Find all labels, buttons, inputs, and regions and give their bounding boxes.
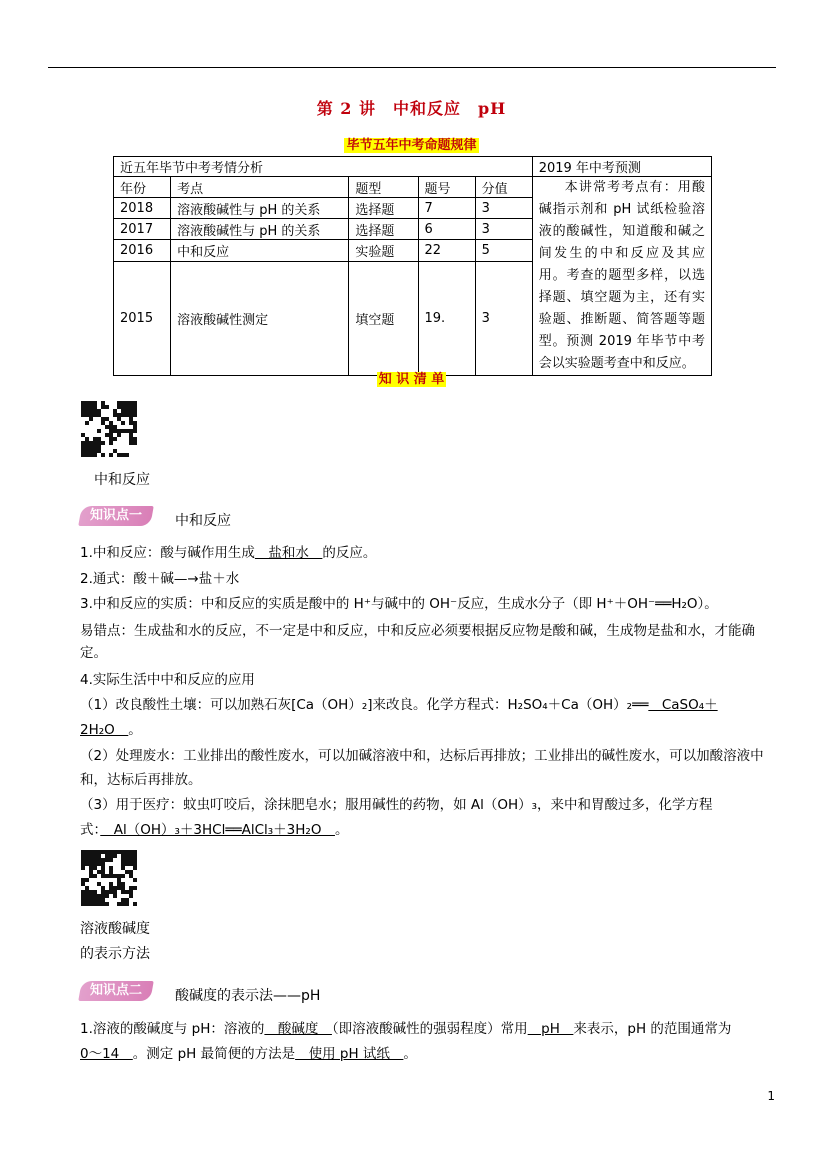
kp1-line-8b bbox=[80, 820, 348, 840]
cell-topic: 溶液酸碱性测定 bbox=[171, 261, 349, 375]
answer-blank: 使用 pH 试纸 bbox=[295, 1046, 404, 1062]
kp2-line-2 bbox=[80, 1044, 417, 1064]
table-header-row bbox=[114, 177, 712, 198]
text: （即溶液酸碱性的强弱程度）常用 bbox=[331, 1021, 528, 1037]
cell-score: 3 bbox=[475, 198, 532, 219]
kp1-line-3: 3.中和反应的实质：中和反应的实质是酸中的 H⁺与碱中的 OH⁻反应，生成水分子（即 H⁺＋OH⁻══H₂O）。 bbox=[80, 596, 718, 612]
kp2-line-1 bbox=[80, 1019, 780, 1039]
qr2-caption-2: 的表示方法 bbox=[80, 946, 150, 962]
answer-blank: CaSO₄＋ bbox=[648, 697, 718, 713]
cell-type: 选择题 bbox=[349, 219, 418, 240]
page-number: 1 bbox=[767, 1089, 775, 1103]
answer-blank: 盐和水 bbox=[254, 545, 323, 561]
answer-blank: Al（OH）₃＋3HCl══AlCl₃＋3H₂O bbox=[100, 822, 335, 838]
cell-type: 填空题 bbox=[349, 261, 418, 375]
kp1-title: 中和反应 bbox=[175, 513, 231, 529]
header-rule bbox=[48, 67, 776, 68]
text: 式： bbox=[80, 822, 101, 838]
text: 1.溶液的酸碱度与 pH：溶液的 bbox=[80, 1021, 265, 1037]
answer-blank: 0～14 bbox=[80, 1046, 133, 1062]
knowledge-heading bbox=[0, 368, 823, 387]
cell-year: 2016 bbox=[114, 240, 171, 261]
knowledge-heading-text: 知 识 清 单 bbox=[378, 372, 445, 387]
prediction-title-cell: 2019 年中考预测 bbox=[532, 157, 711, 177]
section-heading-text: 毕节五年中考命题规律 bbox=[346, 138, 477, 153]
kp2-title: 酸碱度的表示法——pH bbox=[175, 988, 321, 1004]
header-topic: 考点 bbox=[171, 177, 349, 198]
kp1-line-2: 2.通式：酸＋碱—→盐＋水 bbox=[80, 571, 240, 587]
text: 。 bbox=[334, 822, 349, 838]
kp1-badge-label: 知识点一 bbox=[90, 508, 143, 523]
section-heading bbox=[0, 134, 823, 153]
prediction-text: 本讲常考考点有：用酸碱指示剂和 pH 试纸检验溶液的酸碱性，知道酸和碱之间发生的中和反应及其应用。考查的题型多样，以选择题、填空题为主，还有实验题、推断题、简答题等题型。预测 2019 年毕节中考会以实验题考查中和反应。 bbox=[532, 177, 711, 376]
page-title: 第 2 讲 中和反应 pH bbox=[316, 99, 507, 118]
text: （1）改良酸性土壤：可以加熟石灰[Ca（OH）₂]来改良。化学方程式：H₂SO₄＋Ca（OH）₂══ bbox=[80, 697, 649, 713]
text: 。 bbox=[128, 722, 142, 738]
cell-year: 2018 bbox=[114, 198, 171, 219]
kp2-badge-label: 知识点二 bbox=[90, 983, 143, 998]
text: 。 bbox=[403, 1046, 417, 1062]
cell-topic: 溶液酸碱性与 pH 的关系 bbox=[171, 219, 349, 240]
qr2-caption-1: 溶液酸碱度 bbox=[80, 921, 150, 937]
cell-type: 选择题 bbox=[349, 198, 418, 219]
table-row bbox=[114, 157, 712, 177]
header-number: 题号 bbox=[418, 177, 475, 198]
text: 的反应。 bbox=[322, 545, 377, 561]
cell-score: 5 bbox=[475, 240, 532, 261]
kp1-line-8: （3）用于医疗：蚊虫叮咬后，涂抹肥皂水；服用碱性的药物，如 Al（OH）₃，来中和胃酸过多，化学方程 bbox=[80, 797, 713, 813]
cell-number: 22 bbox=[418, 240, 475, 261]
cell-type: 实验题 bbox=[349, 240, 418, 261]
answer-blank: pH bbox=[527, 1021, 574, 1037]
header-type: 题型 bbox=[349, 177, 418, 198]
cell-year: 2017 bbox=[114, 219, 171, 240]
text: 1.中和反应：酸与碱作用生成 bbox=[80, 545, 255, 561]
exam-analysis-table bbox=[113, 156, 712, 376]
answer-blank: 酸碱度 bbox=[264, 1021, 332, 1037]
kp1-line-4: 易错点：生成盐和水的反应，不一定是中和反应，中和反应必须要根据反应物是酸和碱，生成物是盐和水，才能确定。 bbox=[80, 623, 755, 661]
kp1-badge bbox=[78, 506, 154, 526]
qr-code-icon[interactable] bbox=[81, 401, 137, 457]
cell-number: 7 bbox=[418, 198, 475, 219]
cell-topic: 溶液酸碱性与 pH 的关系 bbox=[171, 198, 349, 219]
analysis-title-cell: 近五年毕节中考考情分析 bbox=[114, 157, 533, 177]
qr-code-icon[interactable] bbox=[81, 850, 137, 906]
qr1-caption: 中和反应 bbox=[94, 472, 150, 488]
header-score: 分值 bbox=[475, 177, 532, 198]
text: 。测定 pH 最简便的方法是 bbox=[132, 1046, 296, 1062]
cell-number: 6 bbox=[418, 219, 475, 240]
cell-topic: 中和反应 bbox=[171, 240, 349, 261]
kp1-line-6 bbox=[80, 695, 780, 715]
header-year: 年份 bbox=[114, 177, 171, 198]
text: 来表示，pH 的范围通常为 bbox=[573, 1021, 732, 1037]
cell-year: 2015 bbox=[114, 261, 171, 375]
kp2-badge bbox=[78, 981, 154, 1001]
cell-score: 3 bbox=[475, 219, 532, 240]
kp1-line-6b bbox=[80, 720, 142, 740]
kp1-line-7: （2）处理废水：工业排出的酸性废水，可以加碱溶液中和，达标后再排放；工业排出的碱性废水，可以加酸溶液中和，达标后再排放。 bbox=[80, 748, 764, 788]
kp1-line-5: 4.实际生活中中和反应的应用 bbox=[80, 672, 255, 688]
cell-score: 3 bbox=[475, 261, 532, 375]
answer-blank: 2H₂O bbox=[80, 722, 129, 738]
cell-number: 19. bbox=[418, 261, 475, 375]
kp1-line-1 bbox=[80, 543, 376, 563]
